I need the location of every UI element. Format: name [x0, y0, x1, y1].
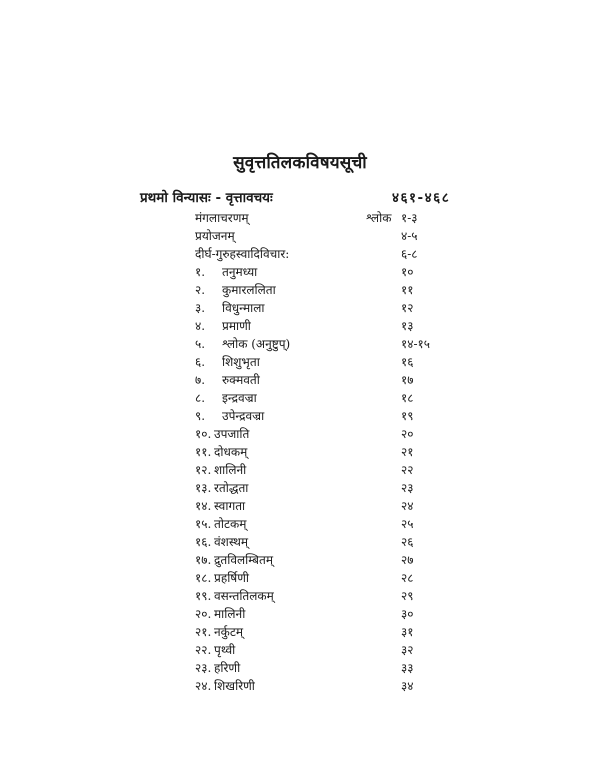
toc-entry [0, 407, 600, 425]
toc-entry-reference: २८ [401, 571, 414, 585]
toc-entry-number: १८. [195, 571, 212, 585]
toc-entry-reference: १४-१५ [401, 337, 431, 351]
toc-entry [0, 299, 600, 317]
section-heading-label: प्रथमो विन्यासः - वृत्तावचयः [140, 190, 273, 206]
toc-entry-title: तनुमध्या [222, 265, 258, 279]
toc-entry-reference: ११ [401, 283, 414, 297]
toc-entry-number: ११. [195, 445, 212, 459]
toc-entry-title: प्रयोजनम् [195, 229, 235, 243]
toc-entry-title: प्रमाणी [222, 319, 251, 333]
toc-entry-title: शिशुभृता [222, 355, 260, 369]
toc-entry-number: २. [195, 283, 206, 297]
toc-entry-reference: १६ [401, 355, 414, 369]
toc-entry-reference: १० [401, 265, 414, 279]
toc-entry-reference: २३ [401, 481, 414, 495]
toc-entry [0, 551, 600, 569]
toc-entry-number: ४. [195, 319, 206, 333]
toc-entry-title: रुक्मवती [222, 373, 260, 387]
toc-entry [0, 371, 600, 389]
toc-entry-reference: २६ [401, 535, 414, 549]
toc-entry-reference: १२ [401, 301, 414, 315]
toc-entry-title: इन्द्रवज्रा [222, 391, 257, 405]
table-of-contents [0, 209, 600, 695]
toc-entry [0, 353, 600, 371]
toc-entry-title: दीर्घ-गुरुहस्वादिविचार: [195, 247, 290, 261]
toc-entry-reference: १-३ [401, 211, 418, 225]
toc-entry-reference: ३४ [401, 679, 414, 693]
toc-entry-number: २४. [195, 679, 212, 693]
toc-entry-title: रतोद्धता [214, 481, 249, 495]
toc-entry-reference: २५ [401, 517, 414, 531]
toc-entry-title: उपजाति [214, 427, 250, 441]
toc-entry [0, 227, 600, 245]
toc-entry-reference: १७ [401, 373, 414, 387]
toc-entry [0, 497, 600, 515]
toc-entry [0, 245, 600, 263]
toc-entry-reference: २४ [401, 499, 414, 513]
toc-entry [0, 389, 600, 407]
toc-entry-title: मालिनी [214, 607, 246, 621]
toc-entry-number: ६. [195, 355, 206, 369]
toc-entry-reference: १३ [401, 319, 414, 333]
toc-entry-reference: ६-८ [401, 247, 418, 261]
toc-entry [0, 569, 600, 587]
toc-entry-title: हरिणी [214, 661, 241, 675]
toc-entry [0, 515, 600, 533]
toc-entry [0, 677, 600, 695]
toc-entry-reference: १८ [401, 391, 414, 405]
toc-entry-number: ८. [195, 391, 206, 405]
toc-entry-number: १९. [195, 589, 212, 603]
toc-entry [0, 461, 600, 479]
toc-entry [0, 641, 600, 659]
toc-entry-reference: ३१ [401, 625, 414, 639]
toc-entry [0, 281, 600, 299]
toc-entry-prefix: श्लोक [366, 211, 392, 225]
toc-entry [0, 533, 600, 551]
toc-entry-title: शालिनी [214, 463, 247, 477]
toc-entry-title: वसन्ततिलकम् [214, 589, 274, 603]
toc-entry-title: द्रुतविलम्बितम् [214, 553, 274, 567]
toc-entry [0, 335, 600, 353]
toc-entry-reference: ३३ [401, 661, 414, 675]
toc-entry-number: २१. [195, 625, 212, 639]
toc-entry-title: प्रहर्षिणी [214, 571, 250, 585]
toc-entry-number: १३. [195, 481, 212, 495]
toc-entry [0, 443, 600, 461]
toc-entry-reference: ४-५ [401, 229, 418, 243]
toc-entry [0, 623, 600, 641]
toc-entry-title: तोटकम् [214, 517, 247, 531]
toc-entry-title: वंशस्थम् [214, 535, 249, 549]
toc-entry [0, 659, 600, 677]
page-title: सुवृत्ततिलकविषयसूची [233, 153, 367, 173]
toc-entry-reference: ३२ [401, 643, 414, 657]
toc-entry-title: विधुन्माला [222, 301, 265, 315]
toc-entry-title: पृथ्वी [214, 643, 236, 657]
toc-entry-title: मंगलाचरणम् [195, 211, 249, 225]
toc-entry-number: १५. [195, 517, 212, 531]
toc-entry-number: १६. [195, 535, 212, 549]
section-heading [0, 188, 600, 210]
toc-entry [0, 425, 600, 443]
toc-entry [0, 479, 600, 497]
toc-entry-title: शिखरिणी [214, 679, 255, 693]
toc-entry-number: ७. [195, 373, 206, 387]
toc-entry-title: उपेन्द्रवज्रा [222, 409, 265, 423]
toc-entry-number: १४. [195, 499, 212, 513]
toc-entry-title: स्वागता [214, 499, 246, 513]
toc-entry-reference: २० [401, 427, 414, 441]
toc-entry-reference: ३० [401, 607, 414, 621]
toc-entry-reference: २२ [401, 463, 414, 477]
toc-entry-number: ३. [195, 301, 206, 315]
toc-entry-number: ९. [195, 409, 206, 423]
toc-entry-reference: २९ [401, 589, 414, 603]
toc-entry-title: श्लोक (अनुष्टुप्) [222, 337, 291, 351]
toc-entry [0, 209, 600, 227]
toc-entry [0, 605, 600, 623]
toc-entry [0, 587, 600, 605]
toc-entry [0, 263, 600, 281]
toc-entry [0, 317, 600, 335]
toc-entry-title: नर्कुटम् [214, 625, 244, 639]
toc-entry-number: २२. [195, 643, 212, 657]
toc-entry-reference: २१ [401, 445, 414, 459]
toc-entry-number: १७. [195, 553, 212, 567]
section-heading-range: ४६१-४६८ [392, 190, 451, 206]
toc-entry-number: १२. [195, 463, 212, 477]
toc-entry-number: १. [195, 265, 206, 279]
toc-entry-number: १०. [195, 427, 212, 441]
toc-entry-number: २०. [195, 607, 212, 621]
toc-entry-title: दोधकम् [214, 445, 248, 459]
toc-entry-reference: २७ [401, 553, 414, 567]
toc-entry-number: ५. [195, 337, 206, 351]
toc-entry-number: २३. [195, 661, 212, 675]
toc-entry-reference: १९ [401, 409, 414, 423]
toc-entry-title: कुमारललिता [222, 283, 276, 297]
